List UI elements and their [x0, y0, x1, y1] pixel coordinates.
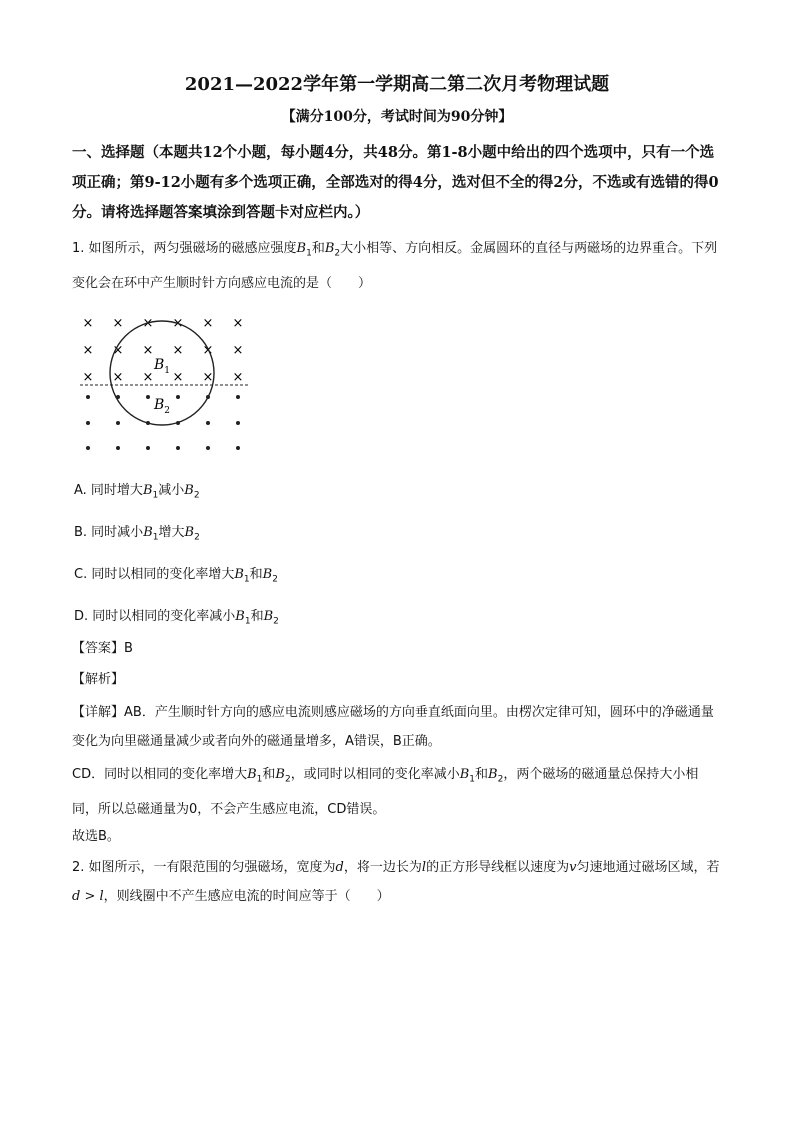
detail-text: ，或同时以相同的变化率减小: [290, 767, 460, 782]
q1-stem: [72, 234, 722, 298]
cross-marker: ×: [232, 316, 244, 331]
q1-option-d: [74, 605, 279, 627]
b1-subscript: 1: [256, 774, 263, 785]
q1-stem-part: 1. 如图所示，两匀强磁场的磁感应强度: [72, 241, 297, 256]
dot-marker: [116, 446, 120, 450]
b1-symbol: B: [235, 609, 245, 624]
option-text: 增大: [158, 525, 185, 540]
b2-symbol: B: [262, 567, 273, 582]
exam-subtitle: 【满分100分，考试时间为90分钟】: [281, 109, 513, 125]
condition-d-greater-l: d > l: [72, 889, 104, 904]
label-b2: $B_2$: [154, 397, 171, 416]
option-text: D. 同时以相同的变化率减小: [74, 609, 236, 624]
dot-marker: [176, 446, 180, 450]
option-text: 和: [249, 567, 263, 582]
b2-symbol: B: [275, 767, 285, 782]
q1-answer: [72, 634, 722, 663]
cross-markers: [83, 316, 244, 385]
dot-marker: [206, 446, 210, 450]
b2-subscript: 2: [273, 616, 279, 627]
label-b1: $B_1$: [154, 357, 171, 376]
b1-subscript: 1: [469, 774, 476, 785]
q2-stem-part: ，将一边长为: [343, 860, 422, 875]
exam-title: 2021—2022学年第一学期高二第二次月考物理试题: [184, 74, 610, 95]
cross-marker: ×: [142, 316, 154, 331]
dot-marker: [86, 395, 90, 399]
cross-marker: ×: [172, 343, 184, 358]
b2-symbol: B: [263, 609, 274, 624]
symbol-d: d: [335, 860, 344, 875]
q2-stem-part: 2. 如图所示，一有限范围的匀强磁场，宽度为: [72, 860, 336, 875]
q1-detail-ab: [72, 698, 722, 756]
cross-marker: ×: [172, 370, 184, 385]
q1-stem-part: 大小相等、方向相反。金属圆环的直径与两磁场的边界重合。下列变化会在环中产生顺时针方向感应电流的是（ ）: [72, 241, 718, 291]
b2-symbol: B: [184, 483, 194, 498]
dot-marker: [86, 446, 90, 450]
b2-subscript: 2: [193, 490, 200, 501]
detail-text: AB．产生顺时针方向的感应电流则感应磁场的方向垂直纸面向里。由楞次定律可知，圆环中的净磁通量变化为向里磁通量减少或者向外的磁通量增多，A错误，B正确。: [72, 705, 714, 749]
b2-subscript: 2: [272, 574, 278, 585]
b1-subscript: 1: [243, 574, 250, 585]
symbol-v: v: [569, 860, 577, 875]
cross-marker: ×: [112, 370, 124, 385]
cross-marker: ×: [232, 343, 244, 358]
q1-option-b: [74, 521, 200, 543]
field-diagram: [76, 310, 256, 460]
q1-analysis-label: 【解析】: [72, 672, 125, 687]
dot-marker: [86, 421, 90, 425]
b2-subscript: 2: [497, 774, 504, 785]
dot-marker: [206, 421, 210, 425]
b1-symbol: B: [247, 767, 257, 782]
b1-subscript: 1: [152, 532, 159, 543]
q1-option-a: [74, 479, 200, 501]
cross-marker: ×: [202, 343, 214, 358]
symbol-l: l: [421, 860, 427, 875]
b1-symbol: B: [234, 567, 244, 582]
q2-stem-part: ，则线圈中不产生感应电流的时间应等于（ ）: [103, 889, 390, 904]
cross-marker: ×: [82, 343, 94, 358]
cross-marker: ×: [202, 316, 214, 331]
b1-subscript: 1: [244, 616, 251, 627]
b2-symbol: B: [324, 241, 335, 256]
b2-symbol: B: [184, 525, 195, 540]
b1-subscript: 1: [152, 490, 159, 501]
cross-marker: ×: [112, 316, 124, 331]
answer-label: 【答案】: [72, 641, 125, 656]
b1-symbol: B: [142, 483, 153, 498]
b2-subscript: 2: [334, 248, 341, 259]
b1-symbol: B: [143, 525, 153, 540]
b2-subscript: 2: [284, 774, 291, 785]
section-instructions: 一、选择题（本题共12个小题，每小题4分，共48分。第1-8小题中给出的四个选项中，只有一个选项正确；第9-12小题有多个选项正确，全部选对的得4分，选对但不全的得2分，不选或有选错的得0分。请将选择题答案填涂到答题卡对应栏内。）: [72, 144, 719, 221]
b2-subscript: 2: [194, 532, 200, 543]
option-text: B. 同时减小: [74, 525, 144, 540]
dot-marker: [236, 395, 240, 399]
q1-conclusion: 故选B。: [72, 829, 120, 844]
b2-symbol: B: [488, 767, 498, 782]
detail-text: ，两个磁场的磁通量总保持大小相同，所以总磁通量为0，不会产生感应电流，CD错误。: [72, 767, 699, 817]
q1-option-c: [74, 563, 278, 585]
option-text: 和: [250, 609, 264, 624]
q2-stem-part: 匀速地通过磁场区域，若: [576, 860, 720, 875]
option-text: A. 同时增大: [74, 483, 143, 498]
b1-subscript: 1: [306, 248, 312, 259]
option-text: C. 同时以相同的变化率增大: [74, 567, 235, 582]
dot-marker: [146, 446, 150, 450]
q1-stem-part: 和: [311, 241, 325, 256]
dot-marker: [236, 421, 240, 425]
magnetic-field-figure: [76, 310, 256, 465]
detail-text: CD．同时以相同的变化率增大: [72, 767, 248, 782]
detail-text: 和: [262, 767, 276, 782]
detail-label: 【详解】: [72, 705, 125, 720]
cross-marker: ×: [112, 343, 124, 358]
b1-symbol: B: [459, 767, 470, 782]
dot-marker: [116, 421, 120, 425]
cross-marker: ×: [142, 370, 154, 385]
dot-marker: [146, 395, 150, 399]
b1-symbol: B: [296, 241, 307, 256]
answer-value: B: [124, 641, 133, 656]
cross-marker: ×: [82, 370, 94, 385]
cross-marker: ×: [172, 316, 184, 331]
dot-marker: [236, 446, 240, 450]
q2-stem-part: 的正方形导线框以速度为: [426, 860, 570, 875]
cross-marker: ×: [142, 343, 154, 358]
cross-marker: ×: [82, 316, 94, 331]
detail-text: 和: [475, 767, 489, 782]
cross-marker: ×: [202, 370, 214, 385]
q2-stem: [72, 853, 722, 911]
cross-marker: ×: [232, 370, 244, 385]
q1-detail-cd: [72, 760, 722, 824]
option-text: 减小: [158, 483, 185, 498]
dot-marker: [176, 395, 180, 399]
